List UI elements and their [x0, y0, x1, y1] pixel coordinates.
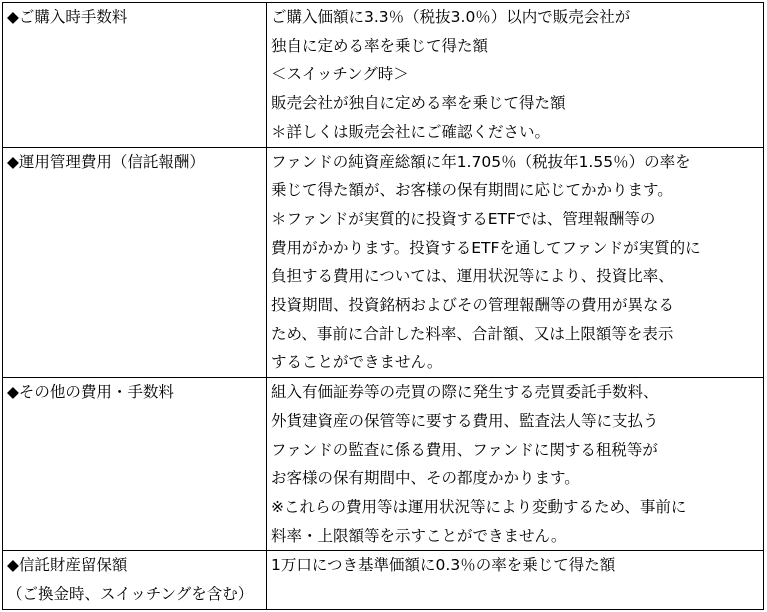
fee-row-other [3, 378, 764, 551]
fee-description-line: 負担する費用については、運用状況等により、投資比率、 [271, 267, 674, 286]
fee-description-line: することができません。 [271, 353, 443, 372]
fee-description-line: 組入有価証券等の売買の際に発生する売買委託手数料、 [271, 383, 659, 402]
fee-description-line: ＊ファンドが実質的に投資するETFでは、管理報酬等の [271, 209, 656, 228]
fee-description-cell [267, 147, 764, 378]
fee-description-line: 費用がかかります。投資するETFを通してファンドが実質的に [271, 238, 701, 257]
fee-description-line: お客様の保有期間中、その都度かかります。 [271, 469, 580, 488]
fee-label-cell [3, 3, 267, 148]
fee-table [2, 2, 764, 610]
fee-label: ◆ご購入時手数料 [7, 8, 128, 26]
fee-description-line: ＜スイッチング時＞ [271, 65, 409, 84]
fee-label: ◆信託財産留保額 [7, 556, 128, 575]
fee-description-cell [267, 378, 764, 551]
fee-description-line: ご購入価額に3.3％（税抜3.0％）以内で販売会社が [271, 8, 631, 26]
fee-label-cell [3, 147, 267, 378]
fee-description-line: 独自に定める率を乗じて得た額 [271, 36, 489, 55]
fee-description-line: 外貨建資産の保管等に要する費用、監査法人等に支払う [271, 411, 659, 430]
fee-description-line: 1万口につき基準価額に0.3％の率を乗じて得た額 [271, 556, 616, 575]
fee-description-line: ＊詳しくは販売会社にご確認ください。 [271, 122, 551, 141]
fee-description-line: 販売会社が独自に定める率を乗じて得た額 [271, 94, 566, 113]
fee-label: ◆運用管理費用（信託報酬） [7, 152, 205, 171]
fee-description-cell [267, 551, 764, 609]
fee-description-line: ※これらの費用等は運用状況等により変動するため、事前に [271, 497, 687, 516]
fee-row-trust-reserve [3, 551, 764, 609]
fee-row-management [3, 147, 764, 378]
fee-label: ◆その他の費用・手数料 [7, 383, 174, 402]
fee-description-line: 乗じて得た額が、お客様の保有期間に応じてかかります。 [271, 181, 673, 200]
fee-label-note: （ご換金時、スイッチングを含む） [7, 585, 254, 604]
fee-label-cell [3, 378, 267, 551]
fee-description-cell [267, 3, 764, 148]
fee-description-line: ファンドの純資産総額に年1.705％（税抜年1.55％）の率を [271, 152, 691, 171]
fee-label-cell [3, 551, 267, 609]
fee-description-line: ファンドの監査に係る費用、ファンドに関する租税等が [271, 440, 658, 459]
fee-description-line: 料率・上限額等を示すことができません。 [271, 526, 567, 545]
fee-description-line: ため、事前に合計した料率、合計額、又は上限額等を表示 [271, 324, 674, 343]
fee-description-line: 投資期間、投資銘柄およびその管理報酬等の費用が異なる [271, 296, 675, 315]
fee-row-purchase [3, 3, 764, 148]
fee-table-body [3, 3, 764, 610]
